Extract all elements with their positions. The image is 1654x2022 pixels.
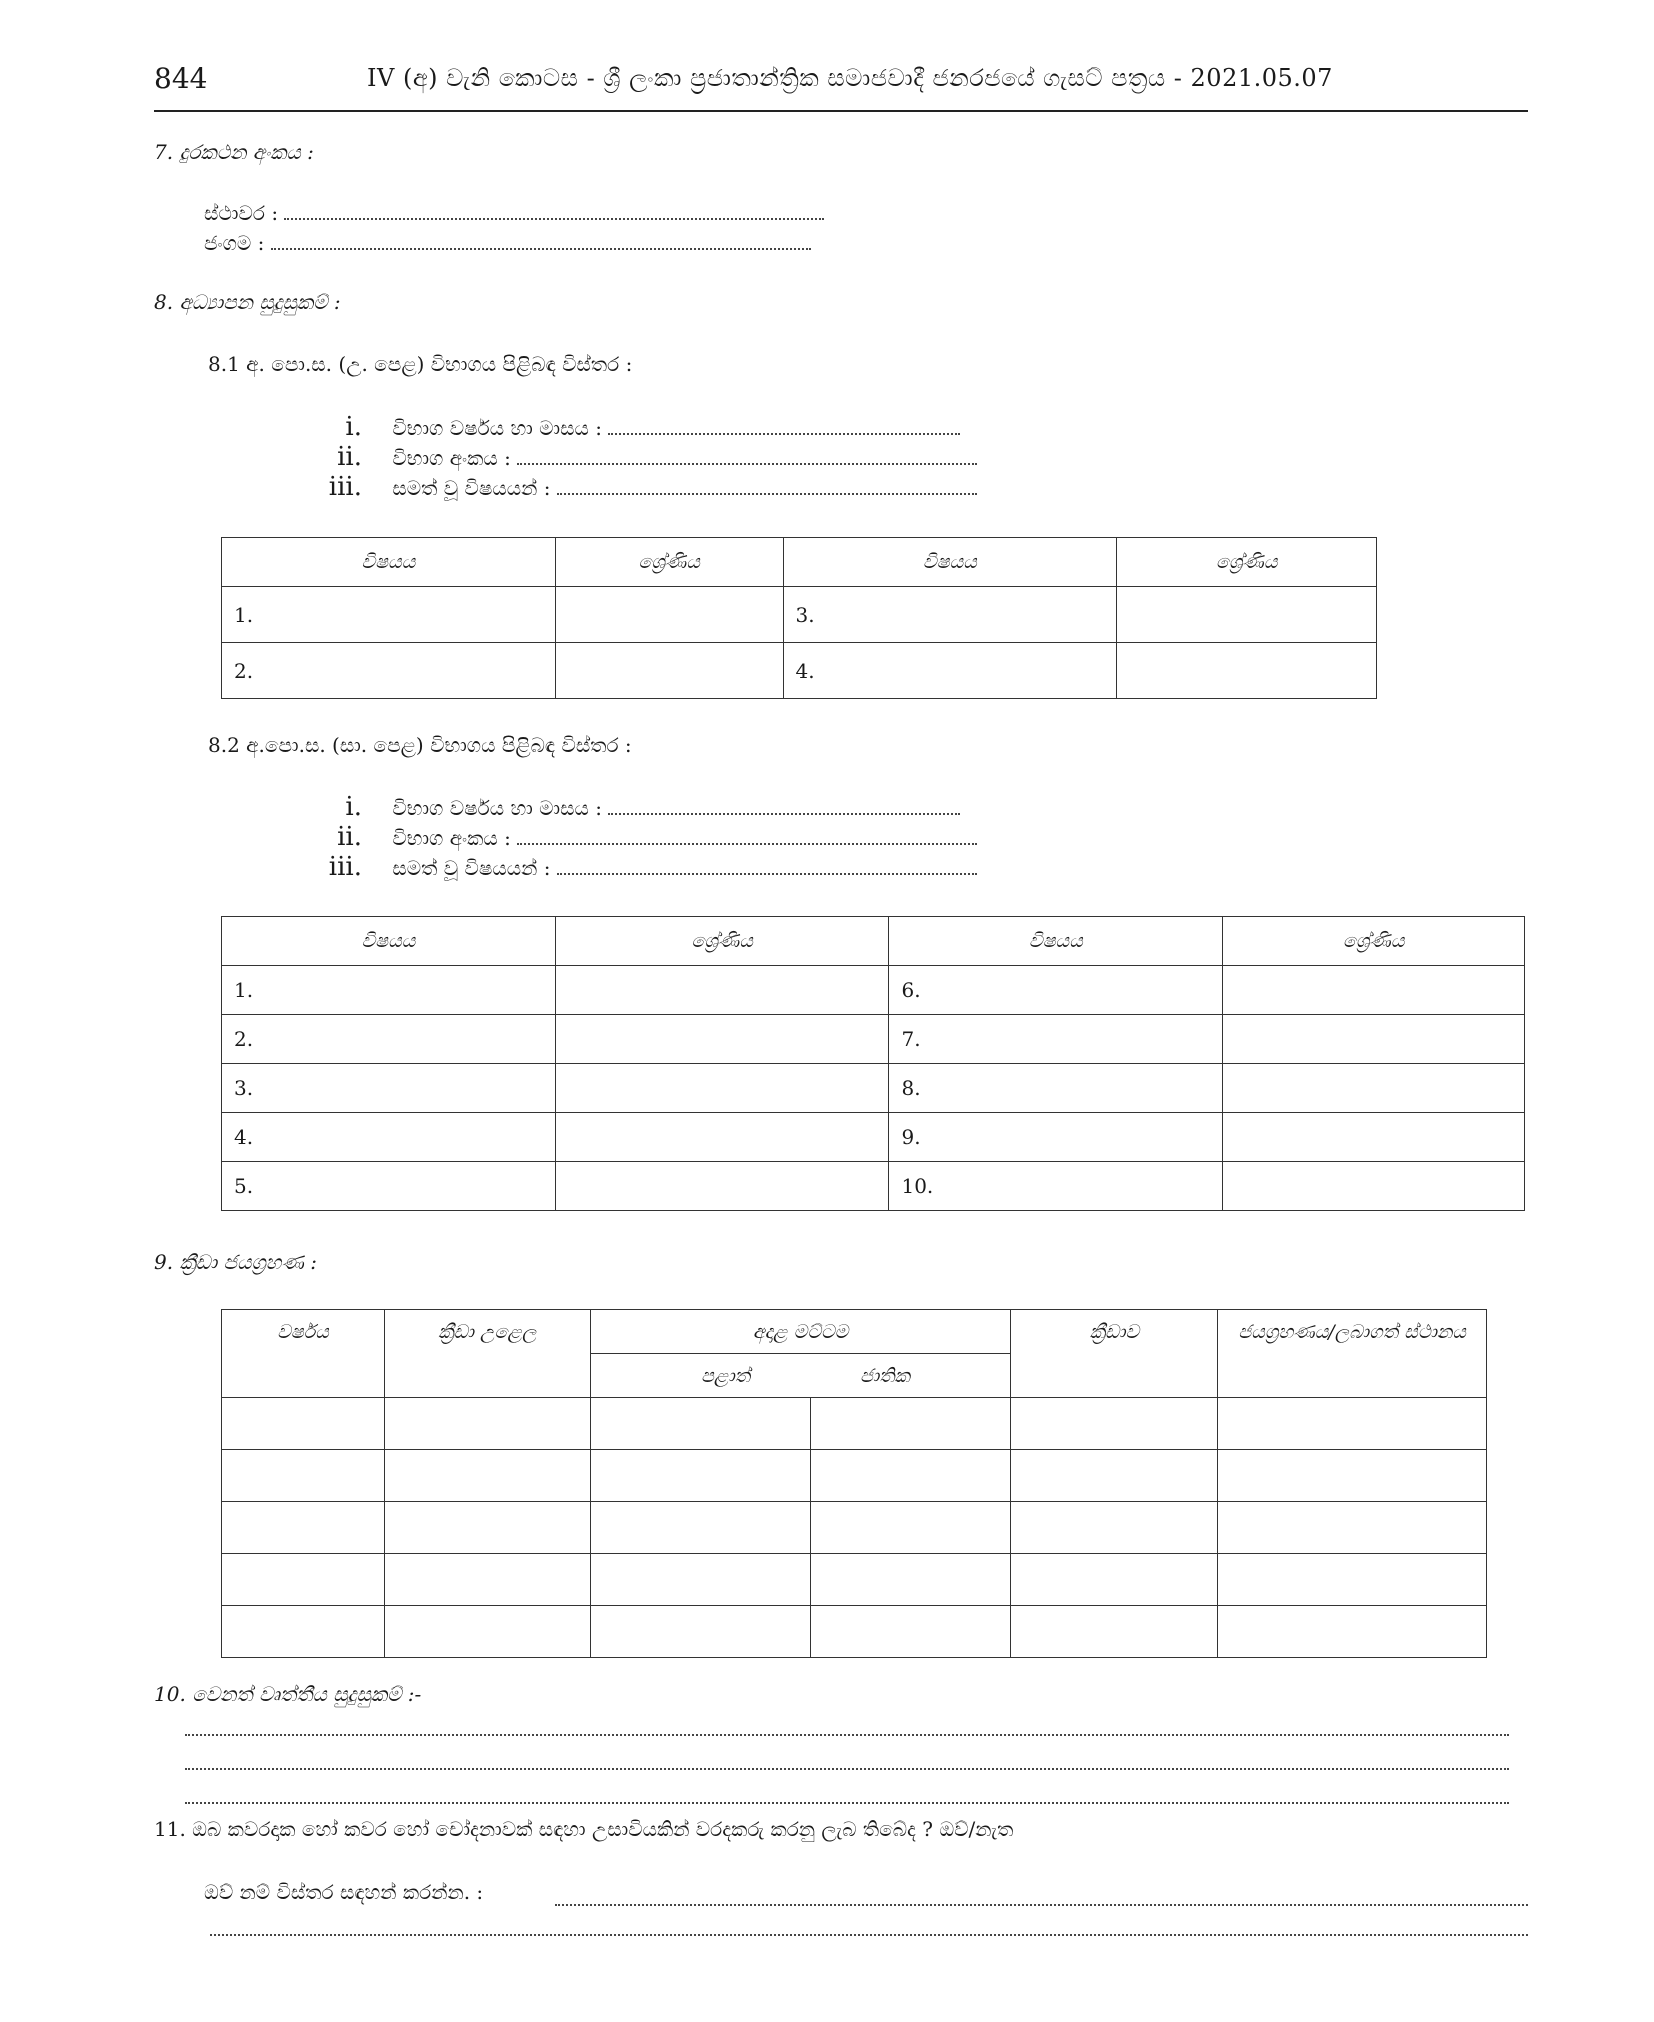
national-cell[interactable] bbox=[810, 1554, 1011, 1606]
grade-cell[interactable] bbox=[555, 1113, 889, 1162]
subject-cell[interactable]: 10. bbox=[889, 1162, 1223, 1211]
al-heading: 8.1 අ. පො.ස. (උ. පෙළ) විභාගය පිළිබඳ විස්තර : bbox=[208, 352, 633, 376]
ol-subjects-field[interactable] bbox=[557, 853, 977, 875]
ol-item-label: සමත් වූ විෂයයන් : bbox=[392, 856, 551, 880]
al-item-num: ii. bbox=[337, 442, 362, 472]
ol-item-label: විභාග වර්ෂය හා මාසය : bbox=[392, 796, 602, 820]
ol-results-table bbox=[221, 916, 1525, 1211]
national-cell[interactable] bbox=[810, 1606, 1011, 1658]
fixed-phone-row bbox=[204, 198, 824, 225]
subject-cell[interactable]: 6. bbox=[889, 966, 1223, 1015]
grade-cell[interactable] bbox=[1117, 587, 1377, 643]
subject-cell[interactable]: 2. bbox=[222, 1015, 556, 1064]
col-header-subject: විෂයය bbox=[783, 538, 1117, 587]
event-cell[interactable] bbox=[384, 1554, 590, 1606]
al-item-label: සමත් වූ විෂයයන් : bbox=[392, 476, 551, 500]
table-row bbox=[222, 1450, 1487, 1502]
grade-cell[interactable] bbox=[1223, 1113, 1525, 1162]
grade-cell[interactable] bbox=[555, 1015, 889, 1064]
sport-cell[interactable] bbox=[1011, 1554, 1218, 1606]
subject-cell[interactable]: 8. bbox=[889, 1064, 1223, 1113]
event-cell[interactable] bbox=[384, 1502, 590, 1554]
provincial-cell[interactable] bbox=[590, 1398, 810, 1450]
section-11-question: 11. ඔබ කවරදාක හෝ කවර හෝ චෝදනාවක් සඳහා උසාවියකින් වරදකරු කරනු ලැබ තිබේද ? ඔව්/නැත bbox=[154, 1817, 1014, 1841]
subject-cell[interactable]: 4. bbox=[222, 1113, 556, 1162]
mobile-phone-row bbox=[204, 228, 811, 255]
al-results-table bbox=[221, 537, 1377, 699]
page-number: 844 bbox=[154, 62, 208, 95]
achievement-cell[interactable] bbox=[1218, 1502, 1487, 1554]
subject-cell[interactable]: 7. bbox=[889, 1015, 1223, 1064]
table-row bbox=[222, 1015, 1525, 1064]
sport-cell[interactable] bbox=[1011, 1450, 1218, 1502]
col-header-subject: විෂයය bbox=[222, 538, 556, 587]
al-exam-number-field[interactable] bbox=[517, 443, 977, 465]
al-item-num: iii. bbox=[328, 472, 362, 502]
ol-item-num: i. bbox=[345, 792, 362, 822]
ol-exam-year-row bbox=[318, 792, 960, 822]
sport-cell[interactable] bbox=[1011, 1502, 1218, 1554]
event-cell[interactable] bbox=[384, 1398, 590, 1450]
header-divider bbox=[154, 110, 1528, 112]
sports-achievements-table bbox=[221, 1309, 1487, 1658]
table-row bbox=[222, 1398, 1487, 1450]
section-10-heading: 10. වෙනත් වෘත්තීය සුදුසුකම් :- bbox=[154, 1682, 422, 1706]
achievement-cell[interactable] bbox=[1218, 1554, 1487, 1606]
ol-exam-number-row bbox=[318, 822, 977, 852]
gazette-header-title: IV (අ) වැනි කොටස - ශ්‍රී ලංකා ප්‍රජාතාන්ත්‍රික සමාජවාදී ජනරජයේ ගැසට් පත්‍රය - 2021.05.07 bbox=[367, 64, 1333, 92]
provincial-cell[interactable] bbox=[590, 1450, 810, 1502]
col-header-level: අදාළ මට්ටම bbox=[590, 1310, 1011, 1354]
subject-cell[interactable]: 9. bbox=[889, 1113, 1223, 1162]
al-exam-year-row bbox=[318, 412, 960, 442]
achievement-cell[interactable] bbox=[1218, 1450, 1487, 1502]
table-header-row bbox=[222, 1310, 1487, 1354]
al-item-label: විභාග අංකය : bbox=[392, 446, 511, 470]
al-subjects-field[interactable] bbox=[557, 473, 977, 495]
event-cell[interactable] bbox=[384, 1450, 590, 1502]
grade-cell[interactable] bbox=[555, 643, 783, 699]
details-line-1[interactable] bbox=[555, 1902, 1528, 1906]
al-item-num: i. bbox=[345, 412, 362, 442]
ol-subjects-row bbox=[318, 852, 977, 882]
al-exam-year-field[interactable] bbox=[608, 413, 960, 435]
provincial-cell[interactable] bbox=[590, 1502, 810, 1554]
table-row bbox=[222, 1162, 1525, 1211]
year-cell[interactable] bbox=[222, 1554, 385, 1606]
sport-cell[interactable] bbox=[1011, 1398, 1218, 1450]
details-label: ඔව් නම් විස්තර සඳහන් කරන්න. : bbox=[204, 1880, 484, 1904]
year-cell[interactable] bbox=[222, 1450, 385, 1502]
col-header-event: ක්‍රීඩා උළෙල bbox=[384, 1310, 590, 1398]
grade-cell[interactable] bbox=[555, 1162, 889, 1211]
event-cell[interactable] bbox=[384, 1606, 590, 1658]
col-header-grade: ශ්‍රේණිය bbox=[555, 917, 889, 966]
grade-cell[interactable] bbox=[1223, 1064, 1525, 1113]
national-cell[interactable] bbox=[810, 1502, 1011, 1554]
details-line-2[interactable] bbox=[210, 1932, 1528, 1936]
subject-cell[interactable]: 1. bbox=[222, 966, 556, 1015]
ol-exam-year-field[interactable] bbox=[608, 793, 960, 815]
achievement-cell[interactable] bbox=[1218, 1398, 1487, 1450]
year-cell[interactable] bbox=[222, 1398, 385, 1450]
subject-cell[interactable]: 2. bbox=[222, 643, 556, 699]
subject-cell[interactable]: 1. bbox=[222, 587, 556, 643]
table-row bbox=[222, 1502, 1487, 1554]
col-header-subject: විෂයය bbox=[222, 917, 556, 966]
grade-cell[interactable] bbox=[1223, 1162, 1525, 1211]
grade-cell[interactable] bbox=[1223, 1015, 1525, 1064]
grade-cell[interactable] bbox=[555, 966, 889, 1015]
mobile-phone-label: ජංගම : bbox=[204, 231, 265, 255]
other-qualifications-line-2[interactable] bbox=[185, 1766, 1509, 1770]
grade-cell[interactable] bbox=[555, 1064, 889, 1113]
section-9-heading: 9. ක්‍රීඩා ජයග්‍රහණ : bbox=[154, 1250, 317, 1274]
subject-cell[interactable]: 5. bbox=[222, 1162, 556, 1211]
subject-cell[interactable]: 3. bbox=[222, 1064, 556, 1113]
fixed-phone-label: ස්ථාවර : bbox=[204, 201, 279, 225]
table-row bbox=[222, 1554, 1487, 1606]
ol-exam-number-field[interactable] bbox=[517, 823, 977, 845]
mobile-phone-field[interactable] bbox=[271, 228, 811, 250]
fixed-phone-field[interactable] bbox=[284, 198, 824, 220]
col-header-achievement: ජයග්‍රහණය/ලබාගත් ස්ථානය bbox=[1218, 1310, 1487, 1398]
section-8-heading: 8. අධ්‍යාපන සුදුසුකම් : bbox=[154, 290, 341, 314]
subject-cell[interactable]: 4. bbox=[783, 643, 1117, 699]
achievement-cell[interactable] bbox=[1218, 1606, 1487, 1658]
sport-cell[interactable] bbox=[1011, 1606, 1218, 1658]
table-header-row bbox=[222, 538, 1377, 587]
year-cell[interactable] bbox=[222, 1606, 385, 1658]
table-row bbox=[222, 587, 1377, 643]
ol-item-num: ii. bbox=[337, 822, 362, 852]
al-subjects-row bbox=[318, 472, 977, 502]
col-header-grade: ශ්‍රේණිය bbox=[555, 538, 783, 587]
ol-item-label: විභාග අංකය : bbox=[392, 826, 511, 850]
col-header-grade: ශ්‍රේණිය bbox=[1223, 917, 1525, 966]
national-cell[interactable] bbox=[810, 1450, 1011, 1502]
other-qualifications-line-1[interactable] bbox=[185, 1732, 1509, 1736]
col-header-grade: ශ්‍රේණිය bbox=[1117, 538, 1377, 587]
table-header-row bbox=[222, 917, 1525, 966]
provincial-cell[interactable] bbox=[590, 1554, 810, 1606]
grade-cell[interactable] bbox=[1223, 966, 1525, 1015]
col-header-national: ජාතික bbox=[810, 1354, 1011, 1398]
al-item-label: විභාග වර්ෂය හා මාසය : bbox=[392, 416, 602, 440]
col-header-subject: විෂයය bbox=[889, 917, 1223, 966]
col-header-provincial: පළාත් bbox=[590, 1354, 810, 1398]
table-row bbox=[222, 1064, 1525, 1113]
col-header-year: වර්ෂය bbox=[222, 1310, 385, 1398]
table-row bbox=[222, 966, 1525, 1015]
al-exam-number-row bbox=[318, 442, 977, 472]
grade-cell[interactable] bbox=[1117, 643, 1377, 699]
other-qualifications-line-3[interactable] bbox=[185, 1800, 1509, 1804]
col-header-sport: ක්‍රීඩාව bbox=[1011, 1310, 1218, 1398]
ol-heading: 8.2 අ.පො.ස. (සා. පෙළ) විභාගය පිළිබඳ විස්තර : bbox=[208, 733, 632, 757]
table-row bbox=[222, 643, 1377, 699]
subject-cell[interactable]: 3. bbox=[783, 587, 1117, 643]
grade-cell[interactable] bbox=[555, 587, 783, 643]
provincial-cell[interactable] bbox=[590, 1606, 810, 1658]
table-row bbox=[222, 1606, 1487, 1658]
year-cell[interactable] bbox=[222, 1502, 385, 1554]
table-row bbox=[222, 1113, 1525, 1162]
section-7-heading: 7. දුරකථන අංකය : bbox=[154, 140, 314, 164]
ol-item-num: iii. bbox=[328, 852, 362, 882]
national-cell[interactable] bbox=[810, 1398, 1011, 1450]
